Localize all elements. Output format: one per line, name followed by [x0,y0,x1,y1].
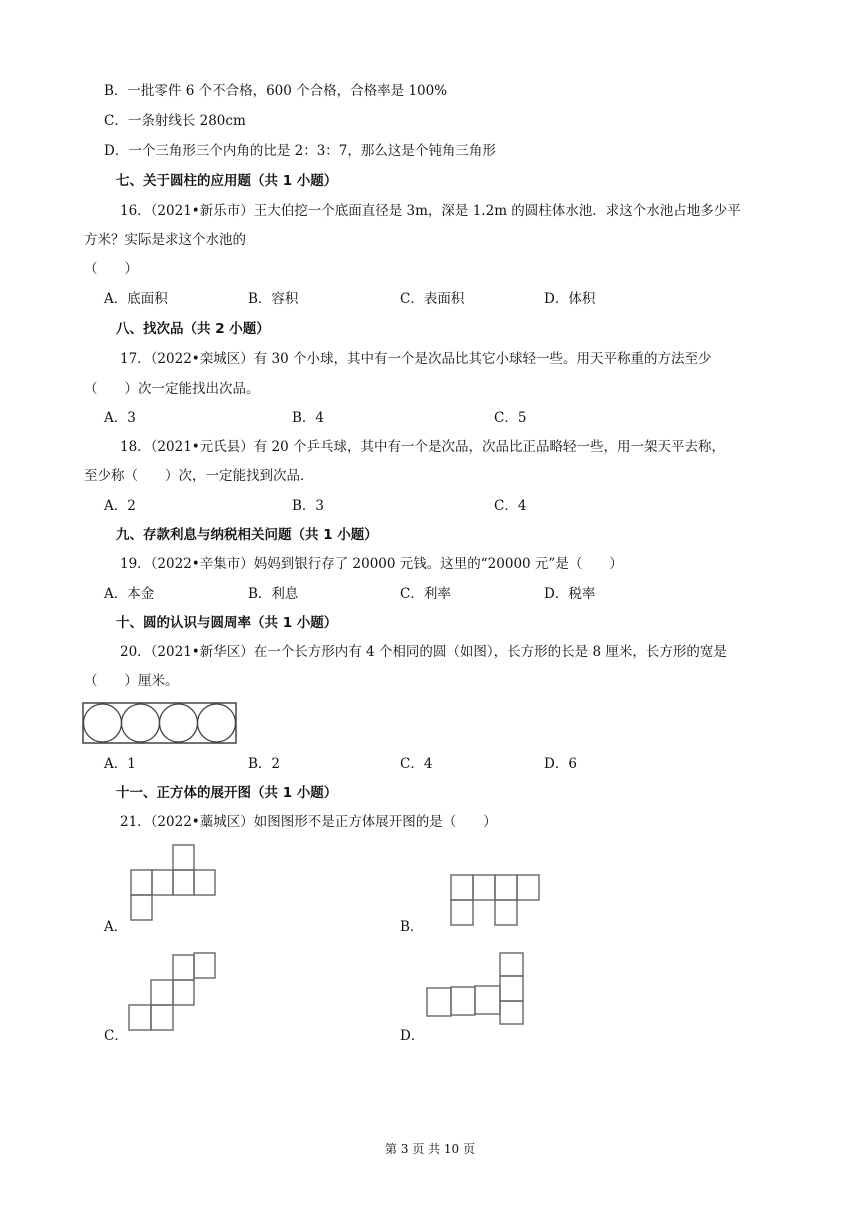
q16-line1: 16．（2021•新乐市）王大伯挖一个底面直径是 3m，深是 1.2m 的圆柱体水池．求这个水池占地多少平 [120,203,741,219]
q17-line2: （ ）次一定能找出次品。 [84,381,260,397]
option-d-text: D．一个三角形三个内角的比是 2：3：7，那么这是个钝角三角形 [104,143,496,159]
q20-line2: （ ）厘米。 [84,673,179,689]
q19-option-c: C．利率 [400,586,451,602]
section-heading-9: 九、存款利息与纳税相关问题（共 1 小题） [116,527,378,543]
q20-option-b: B．2 [248,756,281,772]
q18-line2: 至少称（ ）次，一定能找到次品． [84,468,314,484]
q19-option-a: A．本金 [104,586,155,602]
q20-option-d: D．6 [544,756,577,772]
section-heading-7: 七、关于圆柱的应用题（共 1 小题） [116,173,338,189]
q19-option-b: B．利息 [248,586,299,602]
q16-option-d: D．体积 [544,291,596,307]
q17-line1: 17．（2022•栾城区）有 30 个小球，其中有一个是次品比其它小球轻一些。用天平称重的方法至少 [120,351,712,367]
cube-net-c-figure [126,950,222,1036]
q17-option-b: B．4 [292,410,325,426]
q21-option-c: C． [104,1028,128,1044]
option-b-text: B．一批零件 6 个不合格，600 个合格，合格率是 100% [104,83,448,99]
rectangle-four-circles-figure [82,701,238,745]
q18-option-b: B．3 [292,498,325,514]
q21-option-b: B． [400,919,424,935]
q21-option-a: A． [104,919,128,935]
cube-net-a-figure [128,842,224,924]
q20-option-c: C．4 [400,756,433,772]
q21-line1: 21．（2022•藁城区）如图图形不是正方体展开图的是（ ） [120,814,497,830]
q21-option-d: D． [400,1028,425,1044]
page-footer: 第 3 页 共 10 页 [385,1142,475,1156]
q19-option-d: D．税率 [544,586,596,602]
q16-option-c: C．表面积 [400,291,465,307]
section-heading-8: 八、找次品（共 2 小题） [116,321,270,337]
q20-option-a: A．1 [104,756,136,772]
cube-net-d-figure [424,950,530,1026]
q17-option-c: C．5 [494,410,527,426]
q16-option-b: B．容积 [248,291,299,307]
q17-option-a: A．3 [104,410,136,426]
cube-net-b-figure [448,872,544,932]
q19-line1: 19．（2022•辛集市）妈妈到银行存了 20000 元钱。这里的“20000 元”是（ ） [120,556,623,572]
section-heading-11: 十一、正方体的展开图（共 1 小题） [116,785,338,801]
q18-option-c: C．4 [494,498,527,514]
q18-line1: 18．（2021•元氏县）有 20 个乒乓球，其中有一个是次品，次品比正品略轻一些，用一架天平去称， [120,439,726,455]
section-heading-10: 十、圆的认识与圆周率（共 1 小题） [116,615,338,631]
q16-line3: （ ） [84,261,138,277]
q16-option-a: A．底面积 [104,291,168,307]
q16-line2: 方米？实际是求这个水池的 [84,232,246,248]
option-c-text: C．一条射线长 280cm [104,113,246,129]
q18-option-a: A．2 [104,498,136,514]
q20-line1: 20．（2021•新华区）在一个长方形内有 4 个相同的圆（如图），长方形的长是 8 厘米，长方形的宽是 [120,644,727,660]
